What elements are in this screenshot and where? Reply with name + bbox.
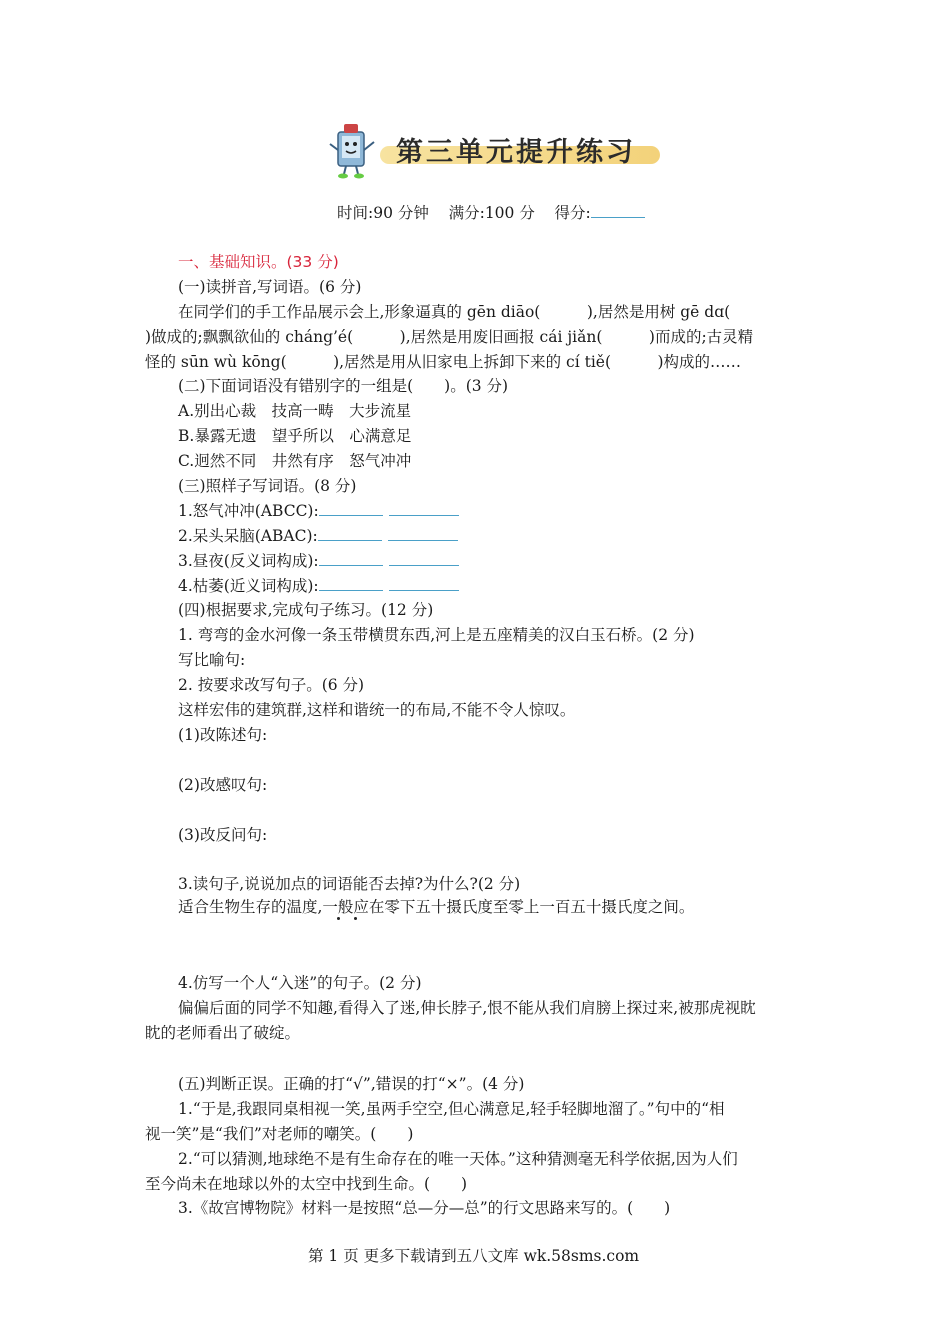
q4-item: 2. 按要求改写句子。(6 分) [178, 676, 365, 694]
title-banner [324, 122, 664, 180]
q2-option-b: B.暴露无遗 望乎所以 心满意足 [178, 427, 412, 445]
answer-blank[interactable] [389, 501, 459, 516]
page-title: 第三单元提升练习 [396, 137, 636, 168]
q4-sentence: 这样宏伟的建筑群,这样和谐统一的布局,不能不令人惊叹。 [178, 701, 576, 719]
q4-sentence: 偏偏后面的同学不知趣,看得入了迷,伸长脖子,恨不能从我们肩膀上探过来,被那虎视眈 [178, 999, 756, 1017]
q4-prompt: (3)改反问句: [178, 826, 268, 844]
q3-item [178, 501, 465, 521]
q3-item [178, 526, 464, 546]
q5-item: 至今尚未在地球以外的太空中找到生命。( ) [145, 1175, 468, 1193]
score-label: 得分: [554, 204, 591, 222]
q3-item [178, 551, 465, 571]
book-mascot-icon [324, 122, 380, 180]
q3-item-label: 1.怒气冲冲(ABCC): [178, 502, 319, 520]
q1-text-line: )做成的;飘飘欲仙的 cháng’é( ),居然是用废旧画报 cái jiǎn( )而成的;古灵精 [145, 328, 754, 346]
q5-item: 2.“可以猜测,地球绝不是有生命存在的唯一天体。”这种猜测毫无科学依据,因为人们 [178, 1150, 738, 1168]
q3-item-label: 3.昼夜(反义词构成): [178, 552, 319, 570]
answer-blank[interactable] [319, 501, 383, 516]
q4-sentence: 适合生物生存的温度,一般应在零下五十摄氏度至零上一百五十摄氏度之间。 [178, 898, 695, 916]
answer-blank[interactable] [389, 576, 459, 591]
q2-option-a: A.别出心裁 技高一畴 大步流星 [178, 402, 412, 420]
full-score-label: 满分:100 分 [448, 204, 535, 222]
q4-item: 1. 弯弯的金水河像一条玉带横贯东西,河上是五座精美的汉白玉石桥。(2 分) [178, 626, 695, 644]
q1-text-line: 怪的 sūn wù kōng( ),居然是用从旧家电上拆卸下来的 cí tiě( )构成的…… [145, 353, 742, 371]
q4-prompt: (1)改陈述句: [178, 726, 268, 744]
q1-heading: (一)读拼音,写词语。(6 分) [178, 278, 362, 296]
exam-meta [337, 201, 645, 223]
answer-blank[interactable] [388, 526, 458, 541]
time-label: 时间:90 分钟 [337, 204, 429, 222]
q5-item: 1.“于是,我跟同桌相视一笑,虽两手空空,但心满意足,轻手轻脚地溜了。”句中的“相 [178, 1100, 725, 1118]
q3-item [178, 576, 465, 596]
q5-item: 视一笑”是“我们”对老师的嘲笑。( ) [145, 1125, 414, 1143]
q4-item: 3.读句子,说说加点的词语能否去掉?为什么?(2 分) [178, 875, 521, 893]
q4-heading: (四)根据要求,完成句子练习。(12 分) [178, 601, 434, 619]
emphasis-dot [337, 917, 340, 920]
answer-blank[interactable] [318, 526, 382, 541]
answer-blank[interactable] [319, 551, 383, 566]
q4-sentence: 眈的老师看出了破绽。 [145, 1024, 301, 1042]
q4-item: 4.仿写一个人“入迷”的句子。(2 分) [178, 974, 422, 992]
section-1-heading: 一、基础知识。(33 分) [178, 253, 339, 271]
q4-prompt: (2)改感叹句: [178, 776, 268, 794]
q3-item-label: 2.呆头呆脑(ABAC): [178, 527, 318, 545]
answer-blank[interactable] [389, 551, 459, 566]
q5-heading: (五)判断正误。正确的打“√”,错误的打“×”。(4 分) [178, 1075, 525, 1093]
page-footer: 第 1 页 更多下载请到五八文库 wk.58sms.com [308, 1247, 640, 1265]
q2-heading: (二)下面词语没有错别字的一组是( )。(3 分) [178, 377, 509, 395]
answer-blank[interactable] [319, 576, 383, 591]
q3-item-label: 4.枯萎(近义词构成): [178, 577, 319, 595]
emphasis-dot [354, 917, 357, 920]
q3-heading: (三)照样子写词语。(8 分) [178, 477, 357, 495]
score-blank[interactable] [591, 203, 645, 218]
q5-item: 3.《故宫博物院》材料一是按照“总—分—总”的行文思路来写的。( ) [178, 1199, 671, 1217]
q2-option-c: C.迥然不同 井然有序 怒气冲冲 [178, 452, 412, 470]
q1-text-line: 在同学们的手工作品展示会上,形象逼真的 gēn diāo( ),居然是用树 gē dɑ( [178, 303, 731, 321]
q4-prompt: 写比喻句: [178, 651, 246, 669]
